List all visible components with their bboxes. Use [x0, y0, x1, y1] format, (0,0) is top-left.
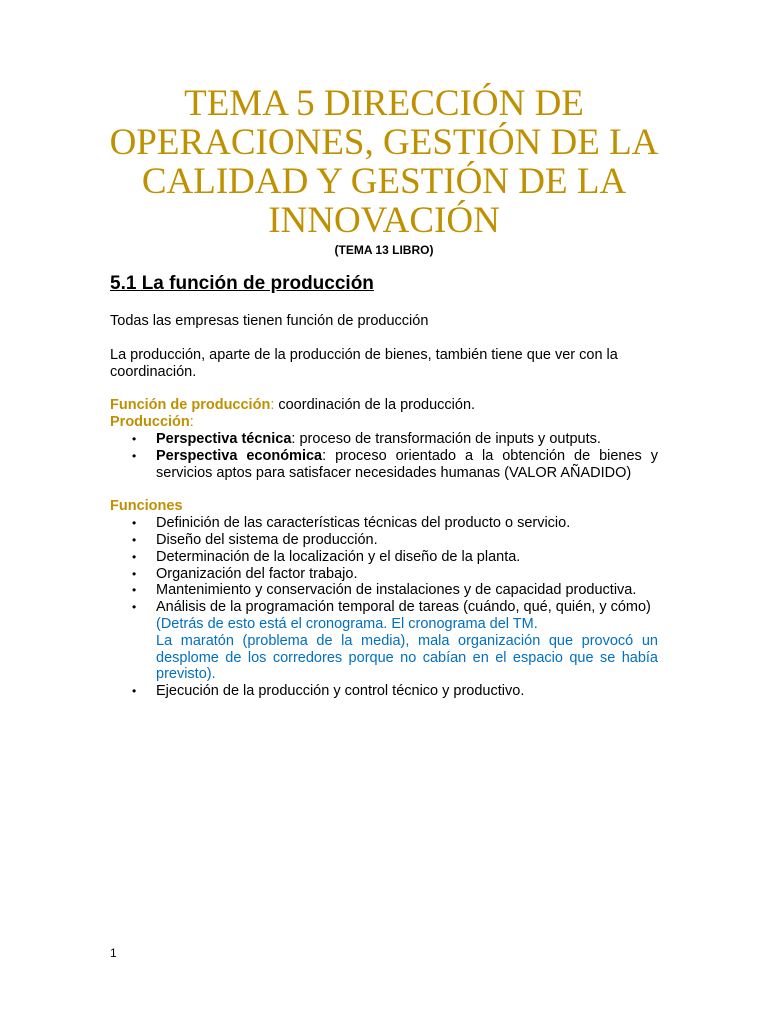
bullet-icon: •	[132, 532, 137, 547]
list-item-text: : proceso de transformación de inputs y outputs.	[291, 430, 601, 447]
list-item	[110, 431, 658, 448]
produccion-label: Producción	[110, 414, 190, 431]
list-item-text: Determinación de la localización y el diseño de la planta.	[156, 548, 521, 565]
list-item-text: Diseño del sistema de producción.	[156, 531, 378, 548]
bullet-icon: •	[132, 583, 137, 598]
list-item	[110, 683, 658, 700]
list-item	[110, 532, 658, 549]
list-item-term: Perspectiva técnica	[156, 430, 292, 447]
list-item-text: Mantenimiento y conservación de instalaciones y de capacidad productiva.	[156, 582, 637, 599]
bullet-icon: •	[132, 431, 137, 446]
list-item-text: Ejecución de la producción y control técnico y productivo.	[156, 683, 525, 700]
note-cronograma: (Detrás de esto está el cronograma. El cronograma del TM.	[156, 615, 538, 632]
list-item	[110, 566, 658, 583]
funcion-text: coordinación de la producción.	[274, 397, 476, 414]
funcion-sep: :	[270, 397, 275, 414]
list-item-text: Análisis de la programación temporal de tareas (cuándo, qué, quién, y cómo)	[156, 599, 651, 616]
list-item-text: : proceso orientado a la obtención de bienes y servicios aptos para satisfacer necesidades humanas (VALOR AÑADIDO)	[156, 447, 658, 481]
list-item	[110, 582, 658, 599]
page-number: 1	[110, 946, 117, 960]
list-item-text: Definición de las características técnicas del producto o servicio.	[156, 515, 571, 532]
note-maraton: La maratón (problema de la media), mala organización que provocó un desplome de los corredores porque no cabían en el espacio que se había previsto).	[156, 632, 658, 683]
list-item	[110, 599, 658, 683]
bullet-icon: •	[132, 448, 137, 463]
document-body	[110, 313, 658, 700]
bullet-icon: •	[132, 549, 137, 564]
funcion-term: Función de producción	[110, 397, 271, 414]
list-item	[110, 549, 658, 566]
bullet-icon: •	[132, 566, 137, 581]
funciones-list	[110, 515, 658, 700]
funcion-definition	[110, 397, 658, 414]
document-subtitle: (TEMA 13 LIBRO)	[334, 243, 434, 257]
bullet-icon: •	[132, 516, 137, 531]
bullet-icon: •	[132, 600, 137, 615]
produccion-list	[110, 431, 658, 481]
list-item-text: Organización del factor trabajo.	[156, 565, 358, 582]
produccion-label-line	[110, 414, 658, 431]
bullet-icon: •	[132, 684, 137, 699]
list-item	[110, 515, 658, 532]
document-title: TEMA 5 DIRECCIÓN DE OPERACIONES, GESTIÓN DE LA CALIDAD Y GESTIÓN DE LA INNOVACIÓN	[109, 83, 659, 241]
produccion-sep: :	[189, 414, 194, 431]
section-heading: 5.1 La función de producción	[110, 273, 374, 294]
list-item	[110, 448, 658, 482]
paragraph-1: Todas las empresas tienen función de producción	[110, 313, 429, 329]
list-item-term: Perspectiva económica	[156, 447, 323, 464]
funciones-label: Funciones	[110, 498, 183, 515]
paragraph-2: La producción, aparte de la producción de bienes, también tiene que ver con la coordinación.	[110, 346, 618, 380]
